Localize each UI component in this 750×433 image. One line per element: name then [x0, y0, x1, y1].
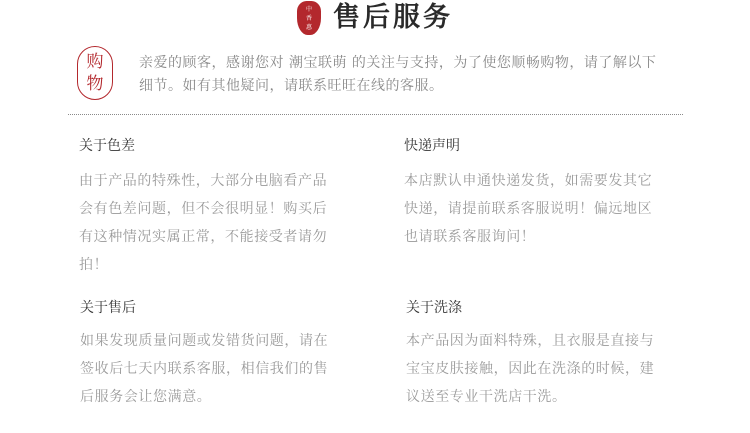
section-delivery-notice — [404, 136, 666, 251]
shopping-badge-icon — [77, 46, 113, 100]
section-body: 如果发现质量问题或发错货问题，请在签收后七天内联系客服，相信我们的售后服务会让您满意。 — [80, 333, 329, 405]
section-title: 关于售后 — [80, 300, 136, 316]
section-title: 关于色差 — [79, 138, 135, 154]
section-title: 关于洗涤 — [406, 300, 462, 316]
badge-char: 物 — [86, 74, 104, 94]
section-washing — [406, 298, 668, 411]
intro-paragraph: 亲爱的顾客，感谢您对 潮宝联萌 的关注与支持，为了使您顺畅购物，请了解以下细节。如有其他疑问，请联系旺旺在线的客服。 — [139, 55, 657, 94]
section-body: 由于产品的特殊性，大部分电脑看产品会有色差问题，但不会很明显！购买后有这种情况实属正常，不能接受者请勿拍！ — [79, 173, 328, 273]
section-color-difference — [79, 136, 341, 279]
page-title: 售后服务 — [333, 2, 453, 33]
section-body: 本店默认申通快递发货，如需要发其它快递，请提前联系客服说明！偏远地区也请联系客服询问！ — [404, 173, 653, 245]
section-title: 快递声明 — [404, 138, 460, 154]
section-after-sale — [80, 298, 342, 411]
badge-char: 购 — [86, 52, 104, 72]
section-body: 本产品因为面料特殊，且衣服是直接与宝宝皮肤接触，因此在洗涤的时候，建议送至专业干洗店干洗。 — [406, 333, 655, 405]
dotted-divider — [68, 114, 683, 115]
seal-char: 中 — [305, 5, 312, 13]
seal-char: 惠 — [305, 23, 312, 31]
seal-char: 香 — [305, 14, 312, 22]
page-header — [0, 0, 750, 40]
seal-stamp-icon — [297, 1, 321, 35]
